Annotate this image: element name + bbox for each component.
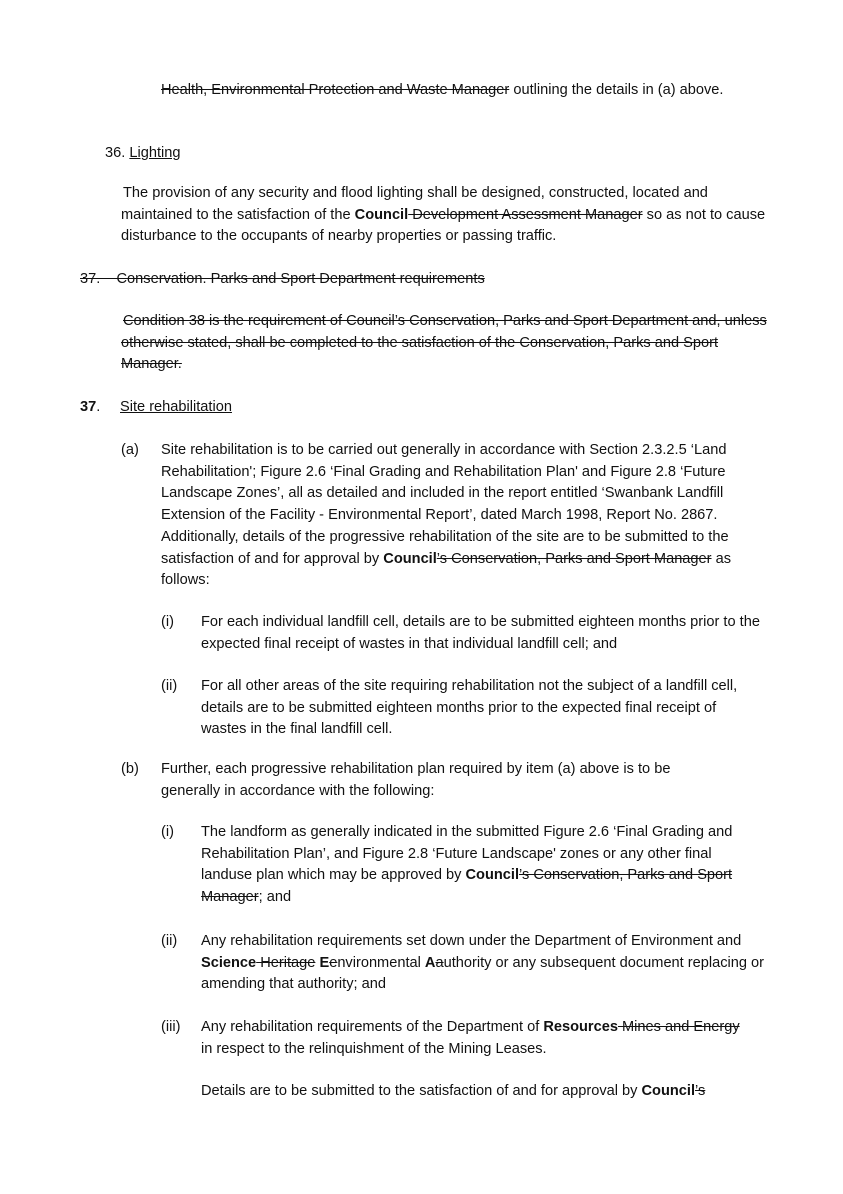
inserted-text: A: [424, 954, 436, 971]
item-b-i-paragraph: [201, 822, 766, 909]
deleted-text: ’s Conservation, Parks and Sport Manager: [436, 550, 712, 567]
item-a-ii-paragraph: For all other areas of the site requiring rehabilitation not the subject of a landfill cell, details are to be submitted eighteen months prior to the expected final receipt of wastes in the final landfill cell.: [201, 678, 738, 738]
deleted-section-paragraph: Condition 38 is the requirement of Council’s Conservation, Parks and Sport Department and, unless otherwise stated, shall be completed to the satisfaction of the Conservation, Parks and Sport Manager.: [121, 313, 767, 373]
section-37-heading: [80, 397, 232, 419]
paragraph-text: ; and: [258, 889, 292, 906]
deleted-text: Mines and Energy: [617, 1019, 740, 1035]
item-a-i-paragraph: For each individual landfill cell, details are to be submitted eighteen months prior to the expected final receipt of wastes in that individual landfill cell; and: [201, 614, 760, 652]
deleted-section-heading: 37. Conservation. Parks and Sport Department requirements: [80, 271, 485, 287]
item-label: (a): [121, 442, 139, 458]
paragraph-text: in respect to the relinquishment of the Mining Leases.: [201, 1040, 547, 1057]
deleted-text: Heritage: [256, 954, 316, 971]
section-number: 37: [80, 399, 97, 415]
paragraph-text: Details are to be submitted to the satisfaction of and for approval by: [201, 1083, 642, 1099]
inserted-text: Council: [354, 206, 409, 223]
paragraph-text: outlining the details in (a) above.: [509, 82, 724, 98]
section-number: 36.: [105, 145, 126, 161]
deleted-text: Development Assessment Manager: [408, 206, 643, 223]
paragraph-text: Any rehabilitation requirements set down under the Department of Environment and: [201, 933, 742, 949]
item-b-iii-paragraph: [201, 1017, 746, 1060]
paragraph-text: Any rehabilitation requirements of the Department of: [201, 1019, 544, 1035]
subitem-label: (ii): [161, 933, 178, 949]
subitem-label: (ii): [161, 678, 178, 694]
item-b-ii-paragraph: [201, 931, 776, 996]
paragraph-text: so as not to cause disturbance to the occupants of nearby properties or passing traffic.: [121, 206, 766, 245]
paragraph-text: as follows:: [161, 550, 731, 589]
inserted-text: E: [319, 954, 330, 971]
paragraph-text: nvironmental: [337, 954, 425, 971]
paragraph-text: Site rehabilitation is to be carried out generally in accordance with Section 2.3.2.5 ‘Land Rehabilitation'; Figure 2.6 ‘Final Grading and Rehabilitation Plan' and Figure 2.8 ‘Future Landscape Zones’, all as detailed and included in the report entitled ‘Swanbank Landfill Extension of the Facility - Environmental Report’, dated March 1998, Report No. 2867. Additionally, details of the progressive rehabilitation of the site are to be submitted to the satisfaction of and for approval by: [161, 442, 729, 567]
deleted-text: a: [435, 954, 444, 971]
deleted-text: Health, Environmental Protection and Waste Manager: [161, 82, 510, 98]
inserted-text: Council: [465, 867, 519, 884]
inserted-text: Resources: [543, 1019, 618, 1035]
section-number-dot: .: [96, 399, 101, 415]
inserted-text: Council: [641, 1083, 696, 1099]
section-title: Lighting: [129, 145, 181, 161]
inserted-text: Council: [383, 550, 437, 567]
item-a-paragraph: [161, 440, 766, 592]
paragraph-text: uthority or any subsequent document replacing or amending that authority; and: [201, 954, 765, 993]
paragraph-text: The landform as generally indicated in the submitted Figure 2.6 ‘Final Grading and Rehabilitation Plan’, and Figure 2.8 ‘Future Landscape' zones or any other final landuse plan which may be approved by: [201, 824, 733, 884]
paragraph-text: The provision of any security and flood lighting shall be designed, constructed, located and maintained to the satisfaction of the: [121, 185, 708, 223]
lighting-paragraph: [121, 183, 771, 248]
item-b-paragraph: Further, each progressive rehabilitation plan required by item (a) above is to be generally in accordance with the following:: [161, 761, 671, 799]
item-label: (b): [121, 761, 139, 777]
subitem-label: (i): [161, 824, 174, 840]
inserted-text: Science: [201, 954, 257, 971]
continuation-paragraph: [161, 80, 741, 102]
section-title: Site rehabilitation: [120, 399, 232, 415]
details-paragraph: [201, 1081, 801, 1103]
subitem-label: (iii): [161, 1019, 181, 1035]
deleted-text: ’s Conservation, Parks and Sport Manager: [201, 867, 733, 906]
deleted-text: ’s: [695, 1083, 706, 1099]
section-36-heading: [105, 143, 180, 165]
subitem-label: (i): [161, 614, 174, 630]
deleted-text: e: [329, 954, 338, 971]
